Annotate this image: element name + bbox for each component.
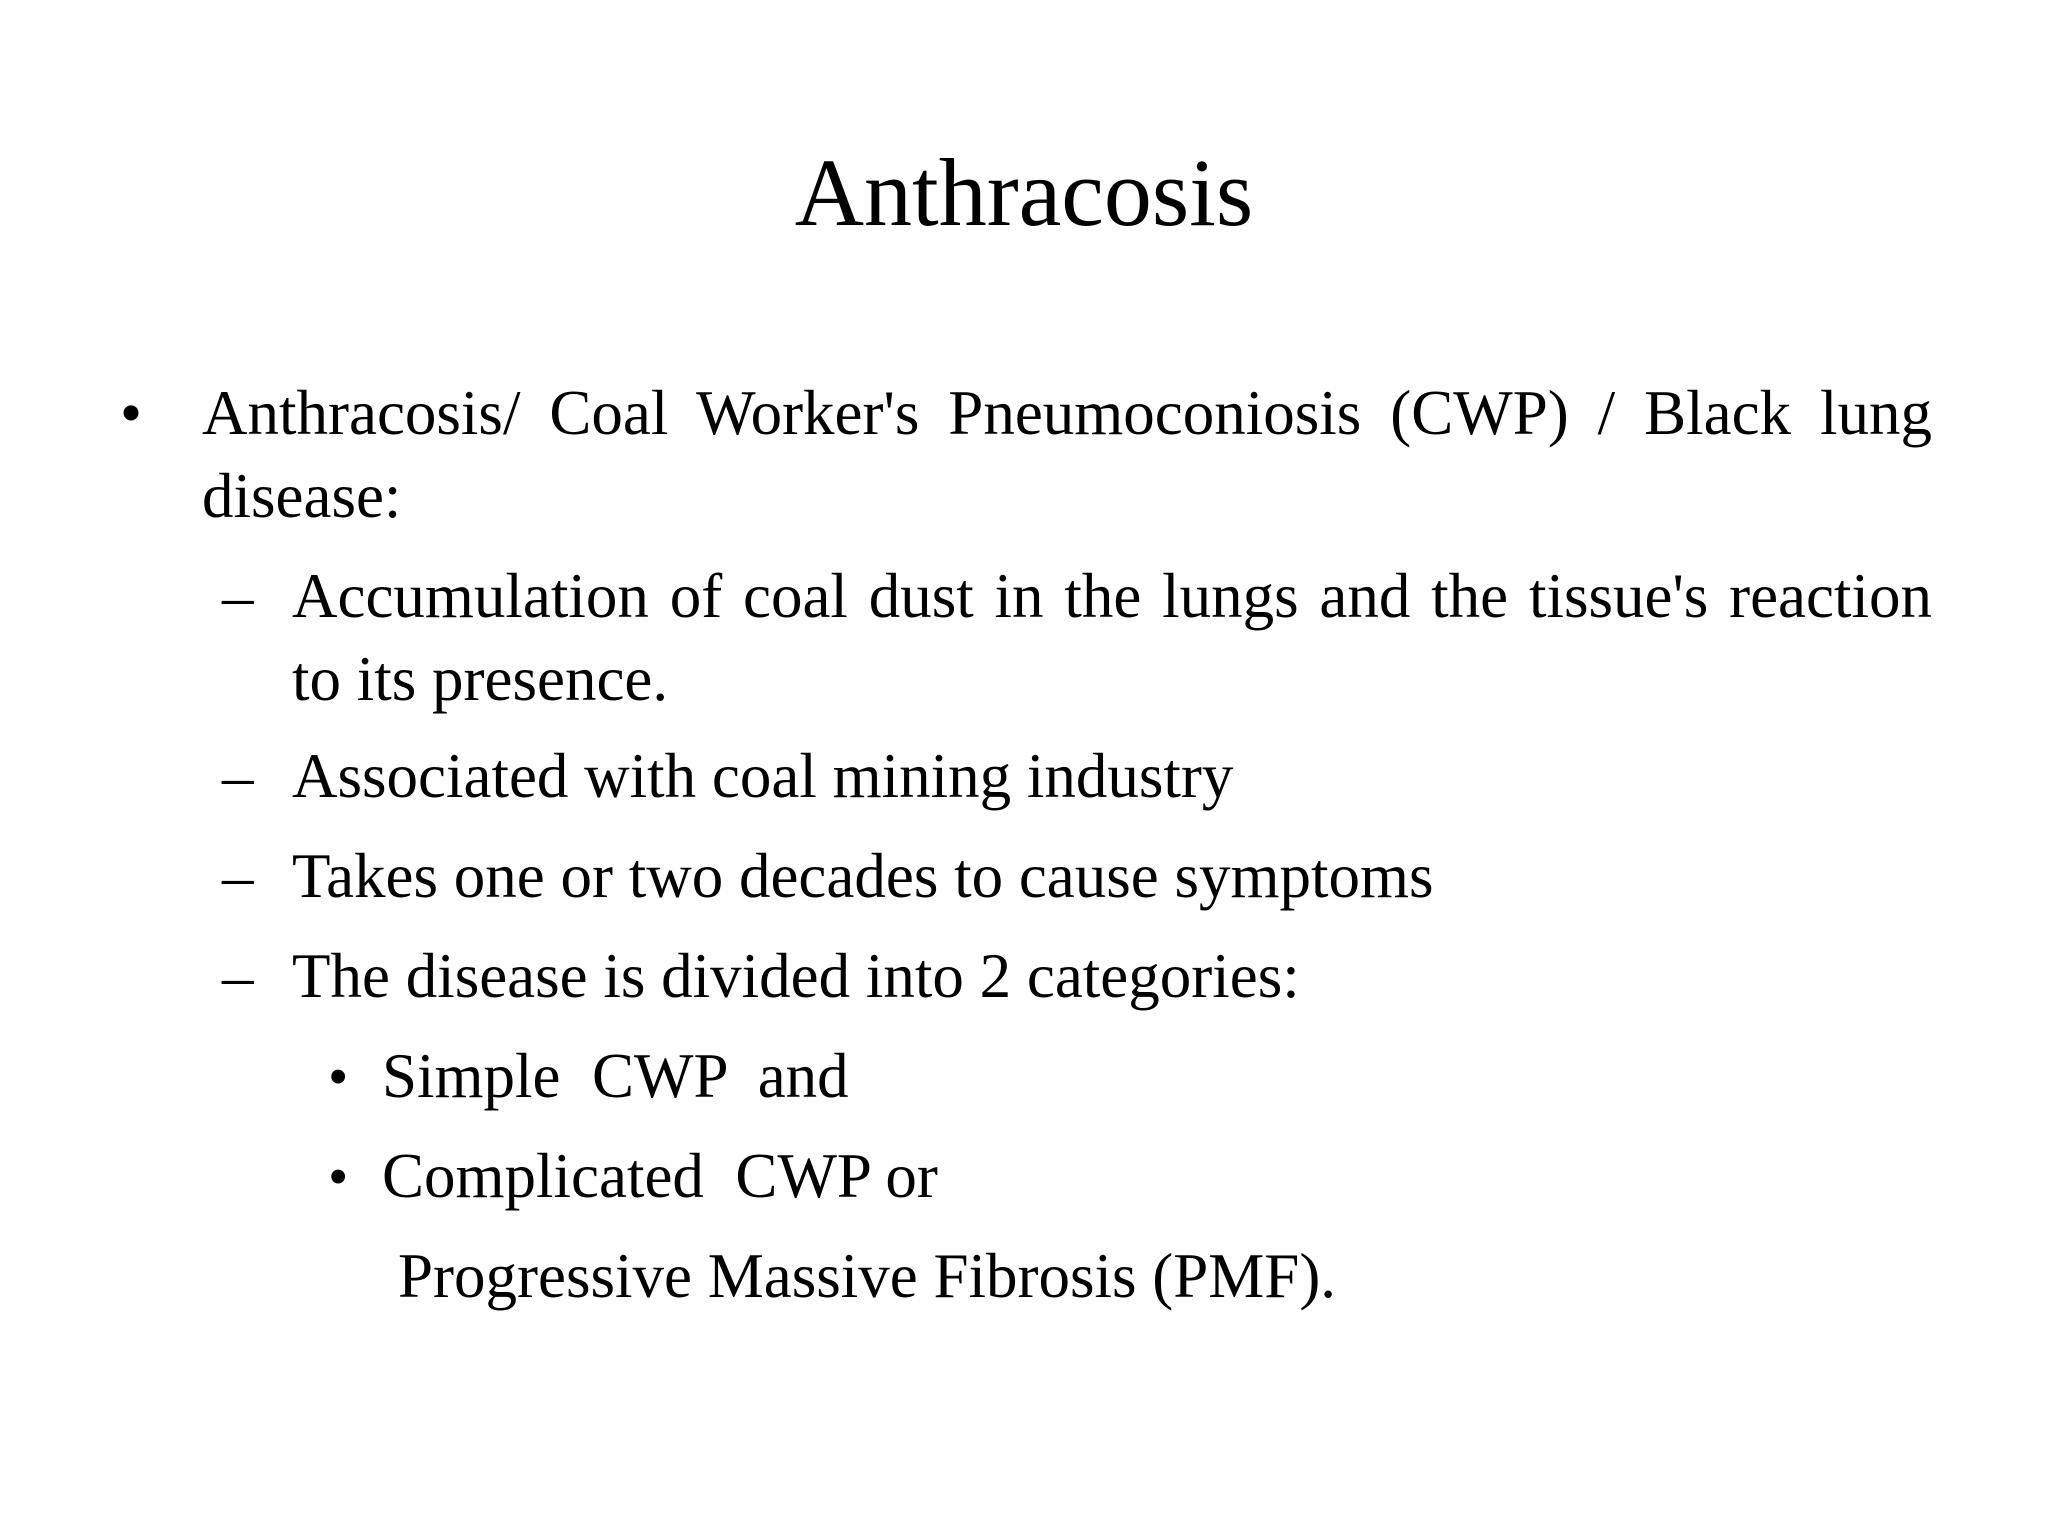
dash-marker: – <box>222 841 254 911</box>
category-complicated-cwp: Complicated CWP or <box>382 1141 938 1211</box>
sub-item-decades: Takes one or two decades to cause symptoms <box>292 841 1434 911</box>
sub-item-accumulation: Accumulation of coal dust in the lungs and the tissue's reaction to its presence. <box>292 561 1932 714</box>
bullet-item-cwp-definition: Anthracosis/ Coal Worker's Pneumoconiosis (CWP) / Black lung disease: <box>202 378 1932 531</box>
dash-marker: – <box>222 561 254 631</box>
bullet-marker: • <box>120 378 143 448</box>
bullet-marker: • <box>328 1044 349 1109</box>
category-simple-cwp: Simple CWP and <box>382 1041 849 1111</box>
bullet-marker: • <box>328 1144 349 1209</box>
dash-marker: – <box>222 741 254 811</box>
sub-item-categories: The disease is divided into 2 categories: <box>292 941 1300 1011</box>
dash-marker: – <box>222 941 254 1011</box>
category-pmf: Progressive Massive Fibrosis (PMF). <box>398 1241 1337 1311</box>
slide-title: Anthracosis <box>794 139 1254 246</box>
sub-item-associated: Associated with coal mining industry <box>292 741 1234 811</box>
